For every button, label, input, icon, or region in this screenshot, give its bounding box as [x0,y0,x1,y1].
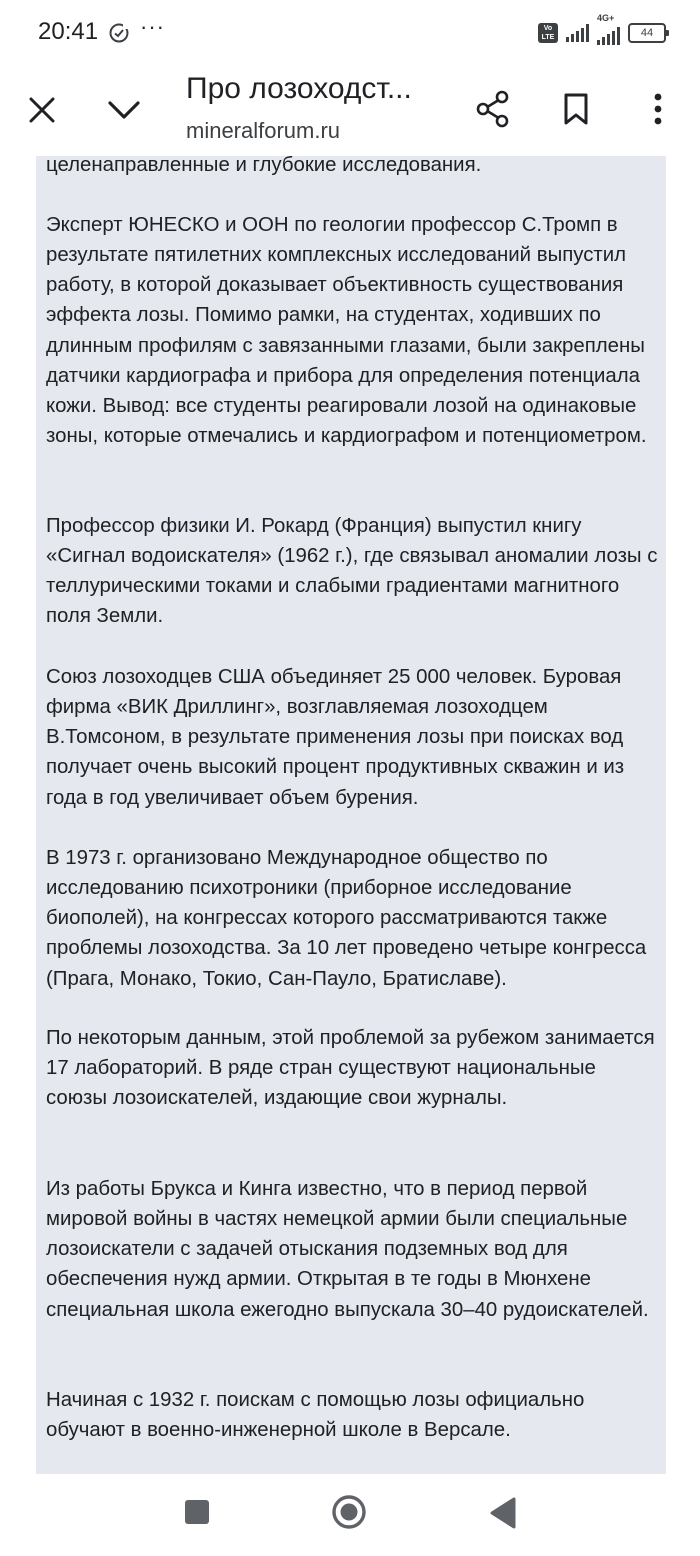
recent-apps-icon[interactable] [185,1500,209,1524]
bookmark-icon [563,92,589,126]
more-dots-icon: ··· [140,14,165,39]
web-content[interactable] [0,156,700,1474]
status-bar [0,0,700,64]
minimize-button[interactable] [100,88,148,132]
status-time: 20:41 [38,18,99,45]
battery-icon [628,23,666,43]
sync-icon [108,22,130,44]
signal-4g-icon [597,13,620,45]
page-title: Про лозоходст... [186,72,412,105]
article-paragraph: По некоторым данным, этой проблемой за рубежом занимается 17 лабораторий. В ряде стран существуют национальные союзы лозоискателей, издающие свои журналы. [46,1027,655,1110]
share-button[interactable] [470,86,516,132]
signal-icon [566,24,589,42]
battery-level: 44 [640,27,654,39]
share-icon [475,90,511,128]
article-paragraph: целенаправленные и глубокие исследования. [46,156,482,176]
article-paragraph: Из работы Брукса и Кинга известно, что в период первой мировой войны в частях немецкой армии были специальные лозоискатели с задачей отыскания подземных вод для обеспечения нужд армии. Открытая в те годы в Мюнхене специальная школа ежегодно выпускала 30–40 рудоискателей. [46,1178,649,1321]
bookmark-button[interactable] [556,86,596,132]
article-paragraph: В 1973 г. организовано Международное общество по исследованию психотроники (приборное исследование биополей), на конгрессах которого рассматриваются также проблемы лозоходства. За 10 лет проведено четыре конгресса (Прага, Монако, Токио, Сан-Пауло, Братиславе). [46,847,647,990]
forum-post-body [36,156,666,1474]
back-icon[interactable] [488,1496,518,1530]
article-paragraph: Профессор физики И. Рокард (Франция) выпустил книгу «Сигнал водоискателя» (1962 г.), где связывал аномалии лозы с теллурическими токами и слабыми градиентами магнитного поля Земли. [46,515,658,628]
system-navigation-bar [0,1474,700,1556]
article-paragraph: Начиная с 1932 г. поискам с помощью лозы официально обучают в военно-инженерной школе в Версале. [46,1389,585,1442]
network-type: 4G+ [597,13,615,23]
page-url: mineralforum.ru [186,118,341,143]
article-paragraph: Союз лозоходцев США объединяет 25 000 человек. Буровая фирма «ВИК Дриллинг», возглавляемая лозоходцем В.Томсоном, в результате применения лозы при поисках вод получает очень высокий процент продуктивных скважин и из года в год увеличивает объем бурения. [46,666,625,809]
close-icon [28,96,56,124]
home-icon[interactable] [331,1494,367,1530]
close-button[interactable] [20,88,64,132]
more-options-button[interactable] [638,86,678,132]
volte-icon: Vo LTE [538,23,558,43]
status-icons [538,13,666,46]
chevron-down-icon [107,100,141,120]
article-paragraph: Эксперт ЮНЕСКО и ООН по геологии профессор С.Тромп в результате пятилетних комплексных исследований выпустил работу, в которой доказывает объективность существования эффекта лозы. Помимо рамки, на студентах, ходивших по длинным профилям с завязанными глазами, были закреплены датчики кардиографа и прибора для определения потенциала кожи. Вывод: все студенты реагировали лозой на одинаковые зоны, которые отмечались и кардиографом и потенциометром. [46,214,647,448]
custom-tab-toolbar [0,64,700,157]
more-vert-icon [653,93,663,125]
